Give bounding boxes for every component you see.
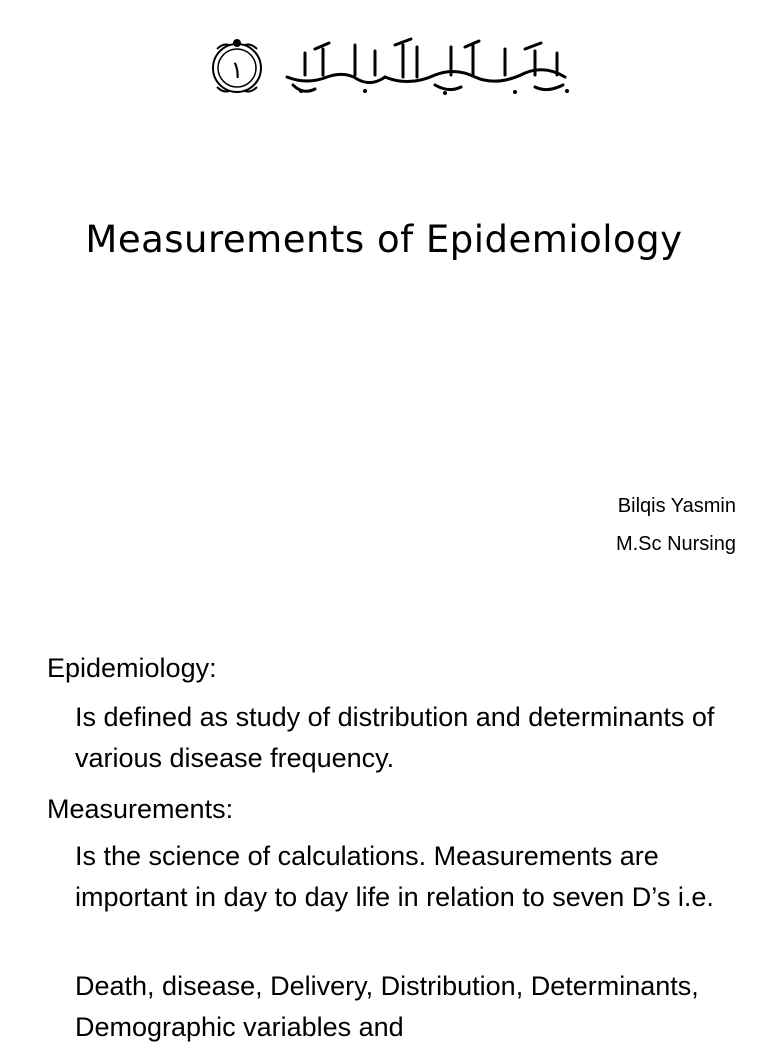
definition-measurements: Is the science of calculations. Measurements are important in day to day life in relation to seven D’s i.e. (75, 841, 714, 912)
verse-number: ١ (230, 56, 244, 84)
heading-measurements: Measurements: (47, 794, 234, 824)
slide-title: Measurements of Epidemiology (85, 218, 683, 261)
bismillah-calligraphy-icon (205, 35, 585, 100)
heading-epidemiology: Epidemiology: (47, 653, 217, 683)
seven-ds-list: Death, disease, Delivery, Distribution, Determinants, Demographic variables and (75, 971, 699, 1042)
author-block (616, 487, 736, 563)
definition-epidemiology: Is defined as study of distribution and determinants of various disease frequency. (75, 702, 715, 773)
author-degree: M.Sc Nursing (615, 533, 736, 555)
author-name: Bilqis Yasmin (617, 495, 736, 517)
